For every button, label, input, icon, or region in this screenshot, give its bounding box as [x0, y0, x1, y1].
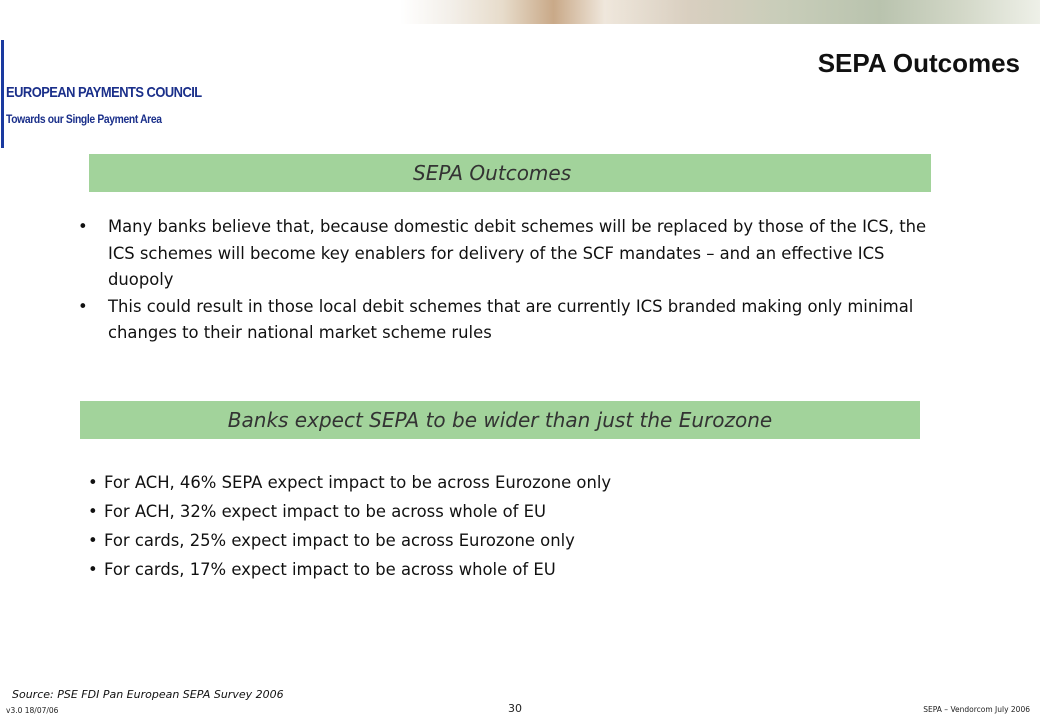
survey-bullet-list — [88, 468, 888, 584]
logo-title: EUROPEAN PAYMENTS COUNCIL — [6, 84, 202, 101]
list-item-text: For cards, 17% expect impact to be across whole of EU — [104, 560, 556, 579]
bullet-icon: • — [78, 296, 88, 316]
footer-note: SEPA – Vendorcom July 2006 — [923, 705, 1030, 714]
list-item-text: For ACH, 32% expect impact to be across whole of EU — [104, 502, 546, 521]
logo-tagline: Towards our Single Payment Area — [6, 112, 162, 126]
list-item — [88, 468, 888, 497]
version-label: v3.0 18/07/06 — [6, 706, 59, 715]
list-item-text: This could result in those local debit schemes that are currently ICS branded making only minimal changes to their national market scheme rules — [108, 296, 914, 342]
bullet-icon: • — [88, 531, 98, 550]
list-item — [78, 214, 938, 294]
list-item-text: For ACH, 46% SEPA expect impact to be across Eurozone only — [104, 473, 612, 492]
logo-accent-bar — [1, 40, 4, 148]
page-title: SEPA Outcomes — [817, 48, 1020, 78]
list-item — [78, 294, 938, 347]
epc-logo — [0, 40, 202, 150]
list-item-text: Many banks believe that, because domestic debit schemes will be replaced by those of the ICS, the ICS schemes will become key enablers for delivery of the SCF mandates – and an effective ICS duopoly — [108, 217, 927, 289]
bullet-icon: • — [88, 560, 98, 579]
section-heading-outcomes: SEPA Outcomes — [89, 154, 931, 192]
list-item — [88, 526, 888, 555]
bullet-icon: • — [88, 502, 98, 521]
list-item — [88, 497, 888, 526]
list-item — [88, 555, 888, 584]
section-heading-wider-sepa: Banks expect SEPA to be wider than just the Eurozone — [80, 401, 920, 439]
bullet-icon: • — [78, 217, 88, 236]
header-banner-image — [400, 0, 1040, 24]
page-number: 30 — [508, 702, 522, 715]
outcomes-bullet-list — [78, 214, 938, 347]
source-citation: Source: PSE FDI Pan European SEPA Survey 2006 — [12, 688, 284, 701]
bullet-icon: • — [88, 473, 98, 492]
list-item-text: For cards, 25% expect impact to be across Eurozone only — [104, 531, 575, 550]
